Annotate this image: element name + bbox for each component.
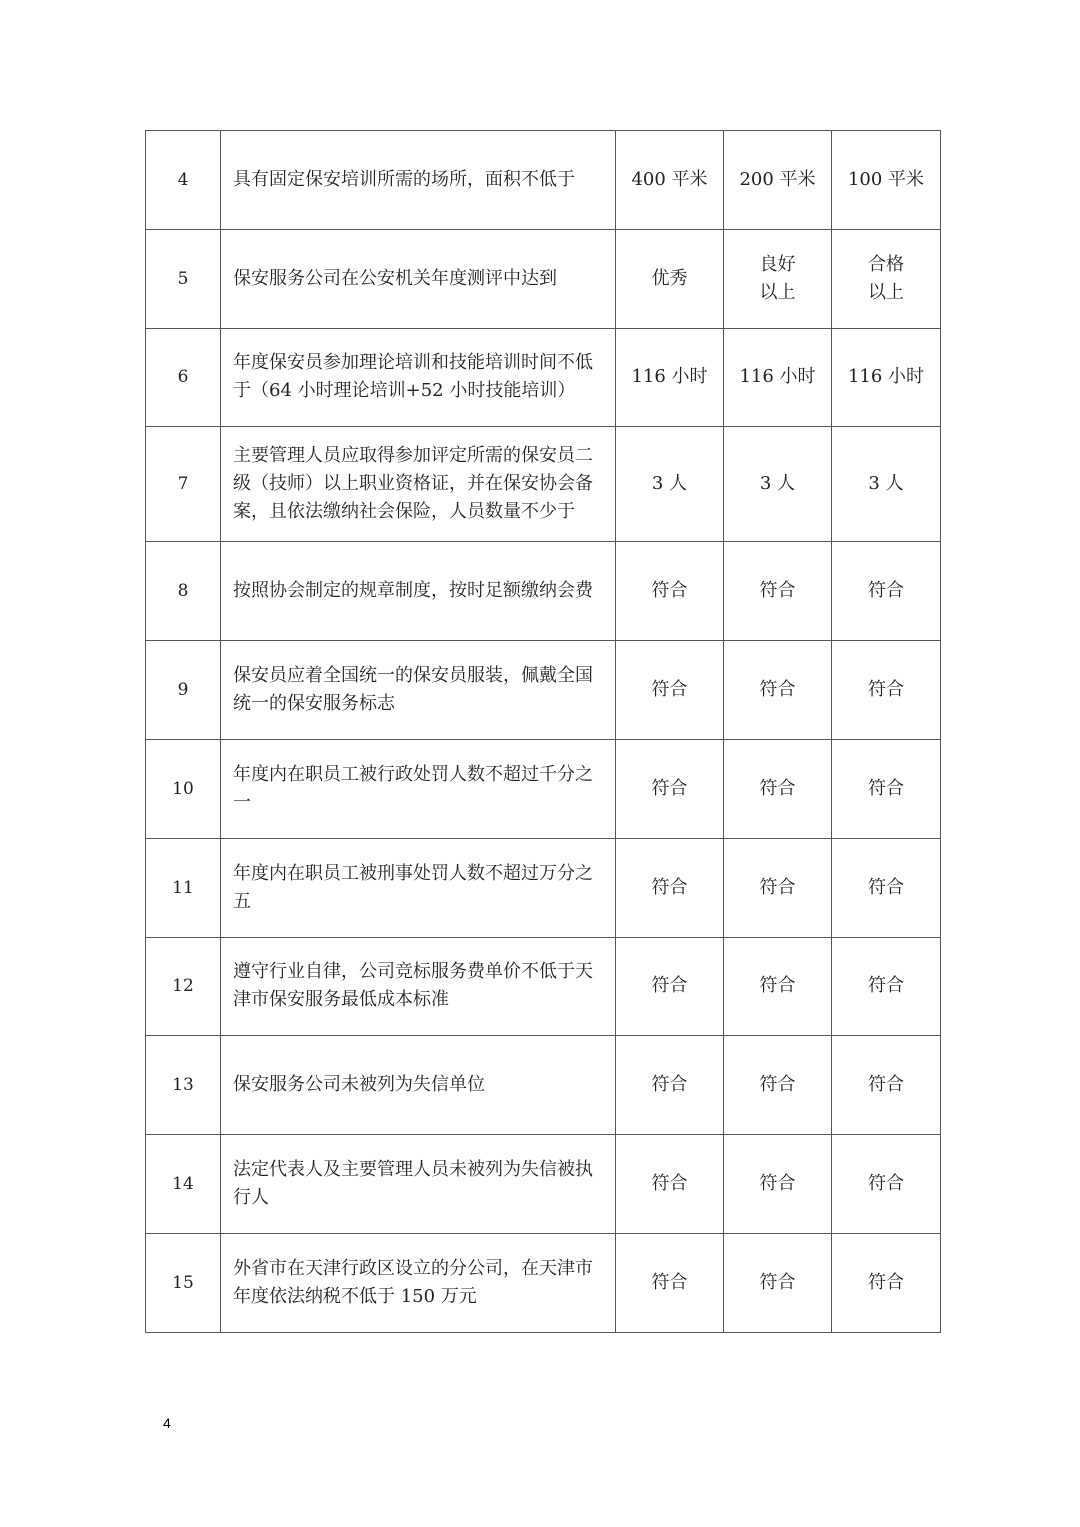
level-2-value: 良好 以上 — [724, 229, 832, 328]
criterion-text: 年度内在职员工被行政处罚人数不超过千分之一 — [221, 739, 616, 838]
level-2-value: 符合 — [724, 1036, 832, 1135]
row-number: 11 — [146, 838, 221, 937]
table-row — [146, 229, 941, 328]
criterion-text: 遵守行业自律，公司竞标服务费单价不低于天津市保安服务最低成本标准 — [221, 937, 616, 1036]
table-row — [146, 838, 941, 937]
level-1-value: 符合 — [616, 641, 724, 740]
row-number: 10 — [146, 739, 221, 838]
row-number: 6 — [146, 328, 221, 427]
row-number: 8 — [146, 542, 221, 641]
row-number: 14 — [146, 1135, 221, 1234]
row-number: 12 — [146, 937, 221, 1036]
table-row — [146, 542, 941, 641]
level-2-value: 符合 — [724, 937, 832, 1036]
criterion-text: 保安服务公司未被列为失信单位 — [221, 1036, 616, 1135]
table-row — [146, 328, 941, 427]
row-number: 9 — [146, 641, 221, 740]
row-number: 15 — [146, 1233, 221, 1332]
row-number: 7 — [146, 427, 221, 542]
level-2-value: 符合 — [724, 641, 832, 740]
level-3-value: 符合 — [832, 641, 941, 740]
criterion-text: 法定代表人及主要管理人员未被列为失信被执行人 — [221, 1135, 616, 1234]
level-2-value: 符合 — [724, 838, 832, 937]
level-3-value: 100 平米 — [832, 131, 941, 230]
criterion-text: 主要管理人员应取得参加评定所需的保安员二级（技师）以上职业资格证，并在保安协会备案，且依法缴纳社会保险，人员数量不少于 — [221, 427, 616, 542]
level-2-value: 符合 — [724, 1233, 832, 1332]
level-3-value: 符合 — [832, 1135, 941, 1234]
table-row — [146, 739, 941, 838]
level-3-value: 符合 — [832, 1233, 941, 1332]
level-1-value: 符合 — [616, 542, 724, 641]
page-number: 4 — [163, 1415, 171, 1431]
criterion-text: 按照协会制定的规章制度，按时足额缴纳会费 — [221, 542, 616, 641]
table-row — [146, 427, 941, 542]
level-1-value: 符合 — [616, 838, 724, 937]
table-row — [146, 1036, 941, 1135]
criteria-table — [145, 130, 941, 1333]
row-number: 13 — [146, 1036, 221, 1135]
criterion-text: 年度内在职员工被刑事处罚人数不超过万分之五 — [221, 838, 616, 937]
level-1-value: 符合 — [616, 1135, 724, 1234]
level-3-value: 符合 — [832, 1036, 941, 1135]
level-3-value: 符合 — [832, 937, 941, 1036]
row-number: 4 — [146, 131, 221, 230]
criterion-text: 保安服务公司在公安机关年度测评中达到 — [221, 229, 616, 328]
level-3-value: 3 人 — [832, 427, 941, 542]
table-row — [146, 641, 941, 740]
criterion-text: 年度保安员参加理论培训和技能培训时间不低于（64 小时理论培训+52 小时技能培训） — [221, 328, 616, 427]
table-row — [146, 1233, 941, 1332]
level-2-value: 符合 — [724, 542, 832, 641]
table-row — [146, 131, 941, 230]
level-2-value: 符合 — [724, 739, 832, 838]
level-1-value: 400 平米 — [616, 131, 724, 230]
row-number: 5 — [146, 229, 221, 328]
level-3-value: 符合 — [832, 838, 941, 937]
level-1-value: 符合 — [616, 1036, 724, 1135]
level-2-value: 符合 — [724, 1135, 832, 1234]
level-3-value: 合格 以上 — [832, 229, 941, 328]
level-1-value: 3 人 — [616, 427, 724, 542]
level-1-value: 116 小时 — [616, 328, 724, 427]
level-2-value: 3 人 — [724, 427, 832, 542]
level-1-value: 优秀 — [616, 229, 724, 328]
level-3-value: 116 小时 — [832, 328, 941, 427]
level-1-value: 符合 — [616, 739, 724, 838]
table-row — [146, 937, 941, 1036]
level-3-value: 符合 — [832, 542, 941, 641]
level-2-value: 116 小时 — [724, 328, 832, 427]
level-1-value: 符合 — [616, 937, 724, 1036]
criterion-text: 外省市在天津行政区设立的分公司，在天津市年度依法纳税不低于 150 万元 — [221, 1233, 616, 1332]
level-2-value: 200 平米 — [724, 131, 832, 230]
criterion-text: 具有固定保安培训所需的场所，面积不低于 — [221, 131, 616, 230]
level-1-value: 符合 — [616, 1233, 724, 1332]
level-3-value: 符合 — [832, 739, 941, 838]
table-row — [146, 1135, 941, 1234]
criterion-text: 保安员应着全国统一的保安员服装，佩戴全国统一的保安服务标志 — [221, 641, 616, 740]
